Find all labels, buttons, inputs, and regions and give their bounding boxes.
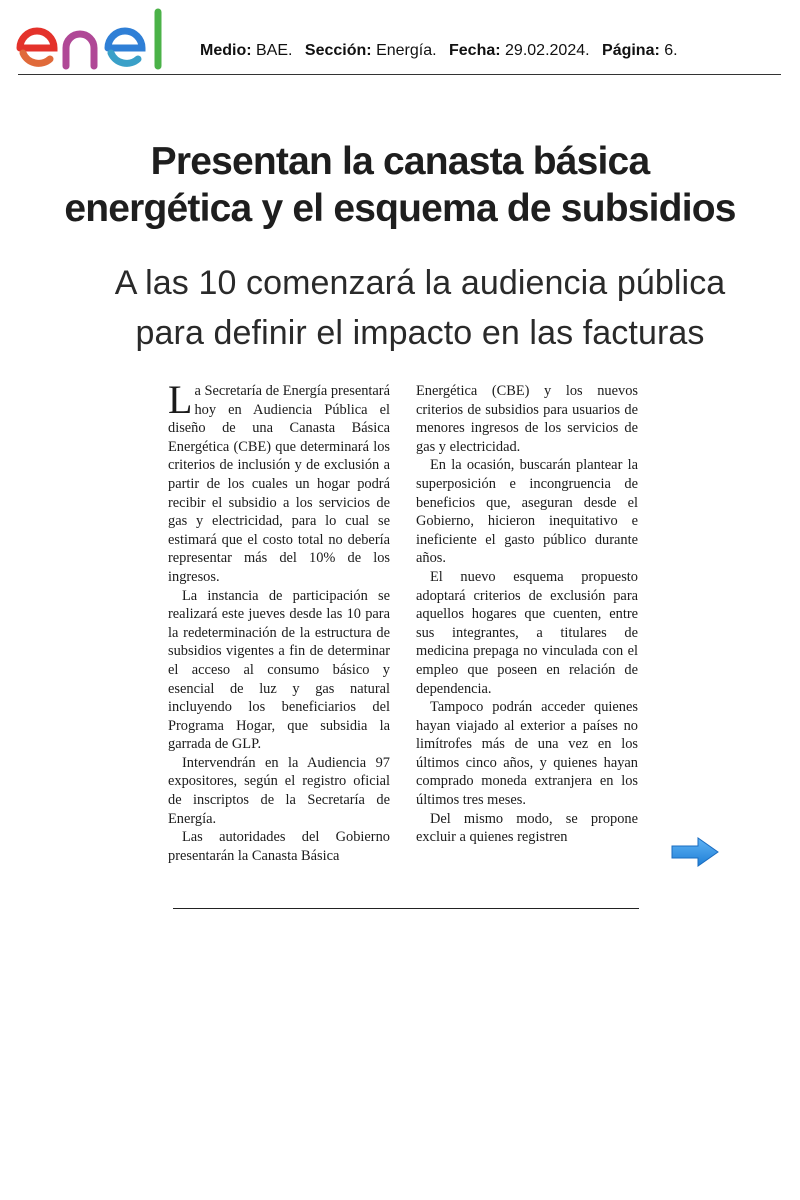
article-headline xyxy=(0,138,800,232)
drop-cap: L xyxy=(168,382,193,422)
paragraph: Energética (CBE) y los nuevos criterios de subsidios para usuarios de menores ingresos de los servicios de gas y electricidad. xyxy=(416,383,638,455)
paragraph: Intervendrán en la Audiencia 97 expositores, según el registro oficial de inscriptos de la Secretaría de Energía. xyxy=(168,754,390,827)
paragraph xyxy=(168,382,390,587)
subhead-line-1: A las 10 comenzará la audiencia pública xyxy=(114,264,726,302)
medio-value: BAE. xyxy=(256,42,293,59)
fecha-value: 29.02.2024. xyxy=(505,42,590,59)
paragraph: Las autoridades del Gobierno presentarán la Canasta Básica xyxy=(168,829,390,864)
publication-metadata xyxy=(200,42,678,60)
article-body xyxy=(168,382,638,874)
paragraph: Del mismo modo, se propone excluir a quienes registren xyxy=(416,810,638,846)
medio-label: Medio: xyxy=(200,42,252,59)
seccion-value: Energía. xyxy=(376,42,437,59)
fecha-label: Fecha: xyxy=(449,42,501,59)
paragraph: El nuevo esquema propuesto adoptará criterios de exclusión para aquellos hogares que cuenten, entre sus integrantes, a titulares de medicina prepaga no vinculada con el empleo que poseen en relación de dependencia. xyxy=(416,568,638,697)
arrow-right-icon[interactable] xyxy=(670,836,720,868)
article-column-right xyxy=(416,382,638,874)
enel-logo xyxy=(16,8,178,70)
subhead-line-2: para definir el impacto en las facturas xyxy=(135,314,705,352)
paragraph: Tampoco podrán acceder quienes hayan viajado al exterior a países no limítrofes más de una vez en los últimos cinco años, y quienes hayan comprado moneda extranjera en los últimos tres meses. xyxy=(416,699,638,809)
article-subheadline xyxy=(40,258,800,358)
paragraph: La instancia de participación se realizará este jueves desde las 10 para la redeterminación de la estructura de subsidios vigentes a fin de determinar el acceso al consumo básico y esencial de luz y gas natural incluyendo los beneficiarios del Programa Hogar, que subsidia la garrada de GLP. xyxy=(168,587,390,753)
pagina-value: 6. xyxy=(664,42,678,59)
article-bottom-divider xyxy=(173,908,639,909)
article-column-left xyxy=(168,382,390,874)
paragraph-text: a Secretaría de Energía presentará hoy en Audiencia Pública el diseño de una Canasta Básica Energética (CBE) que determinará los criterios de inclusión y de exclusión a partir de los cuales un hogar podrá recibir el subsidio a los servicios de gas y electricidad, para lo cual se estimará que el costo total no debería representar más del 10% de los ingresos. xyxy=(168,383,390,585)
header-divider xyxy=(18,74,781,75)
headline-line-1: Presentan la canasta básica xyxy=(150,140,650,183)
pagina-label: Página: xyxy=(602,42,660,59)
paragraph: En la ocasión, buscarán plantear la superposición e incongruencia de beneficios que, aseguran desde el Gobierno, hicieron inequitativo e ineficiente el gasto público durante años. xyxy=(416,457,638,567)
seccion-label: Sección: xyxy=(304,42,372,59)
headline-line-2: energética y el esquema de subsidios xyxy=(64,187,736,230)
